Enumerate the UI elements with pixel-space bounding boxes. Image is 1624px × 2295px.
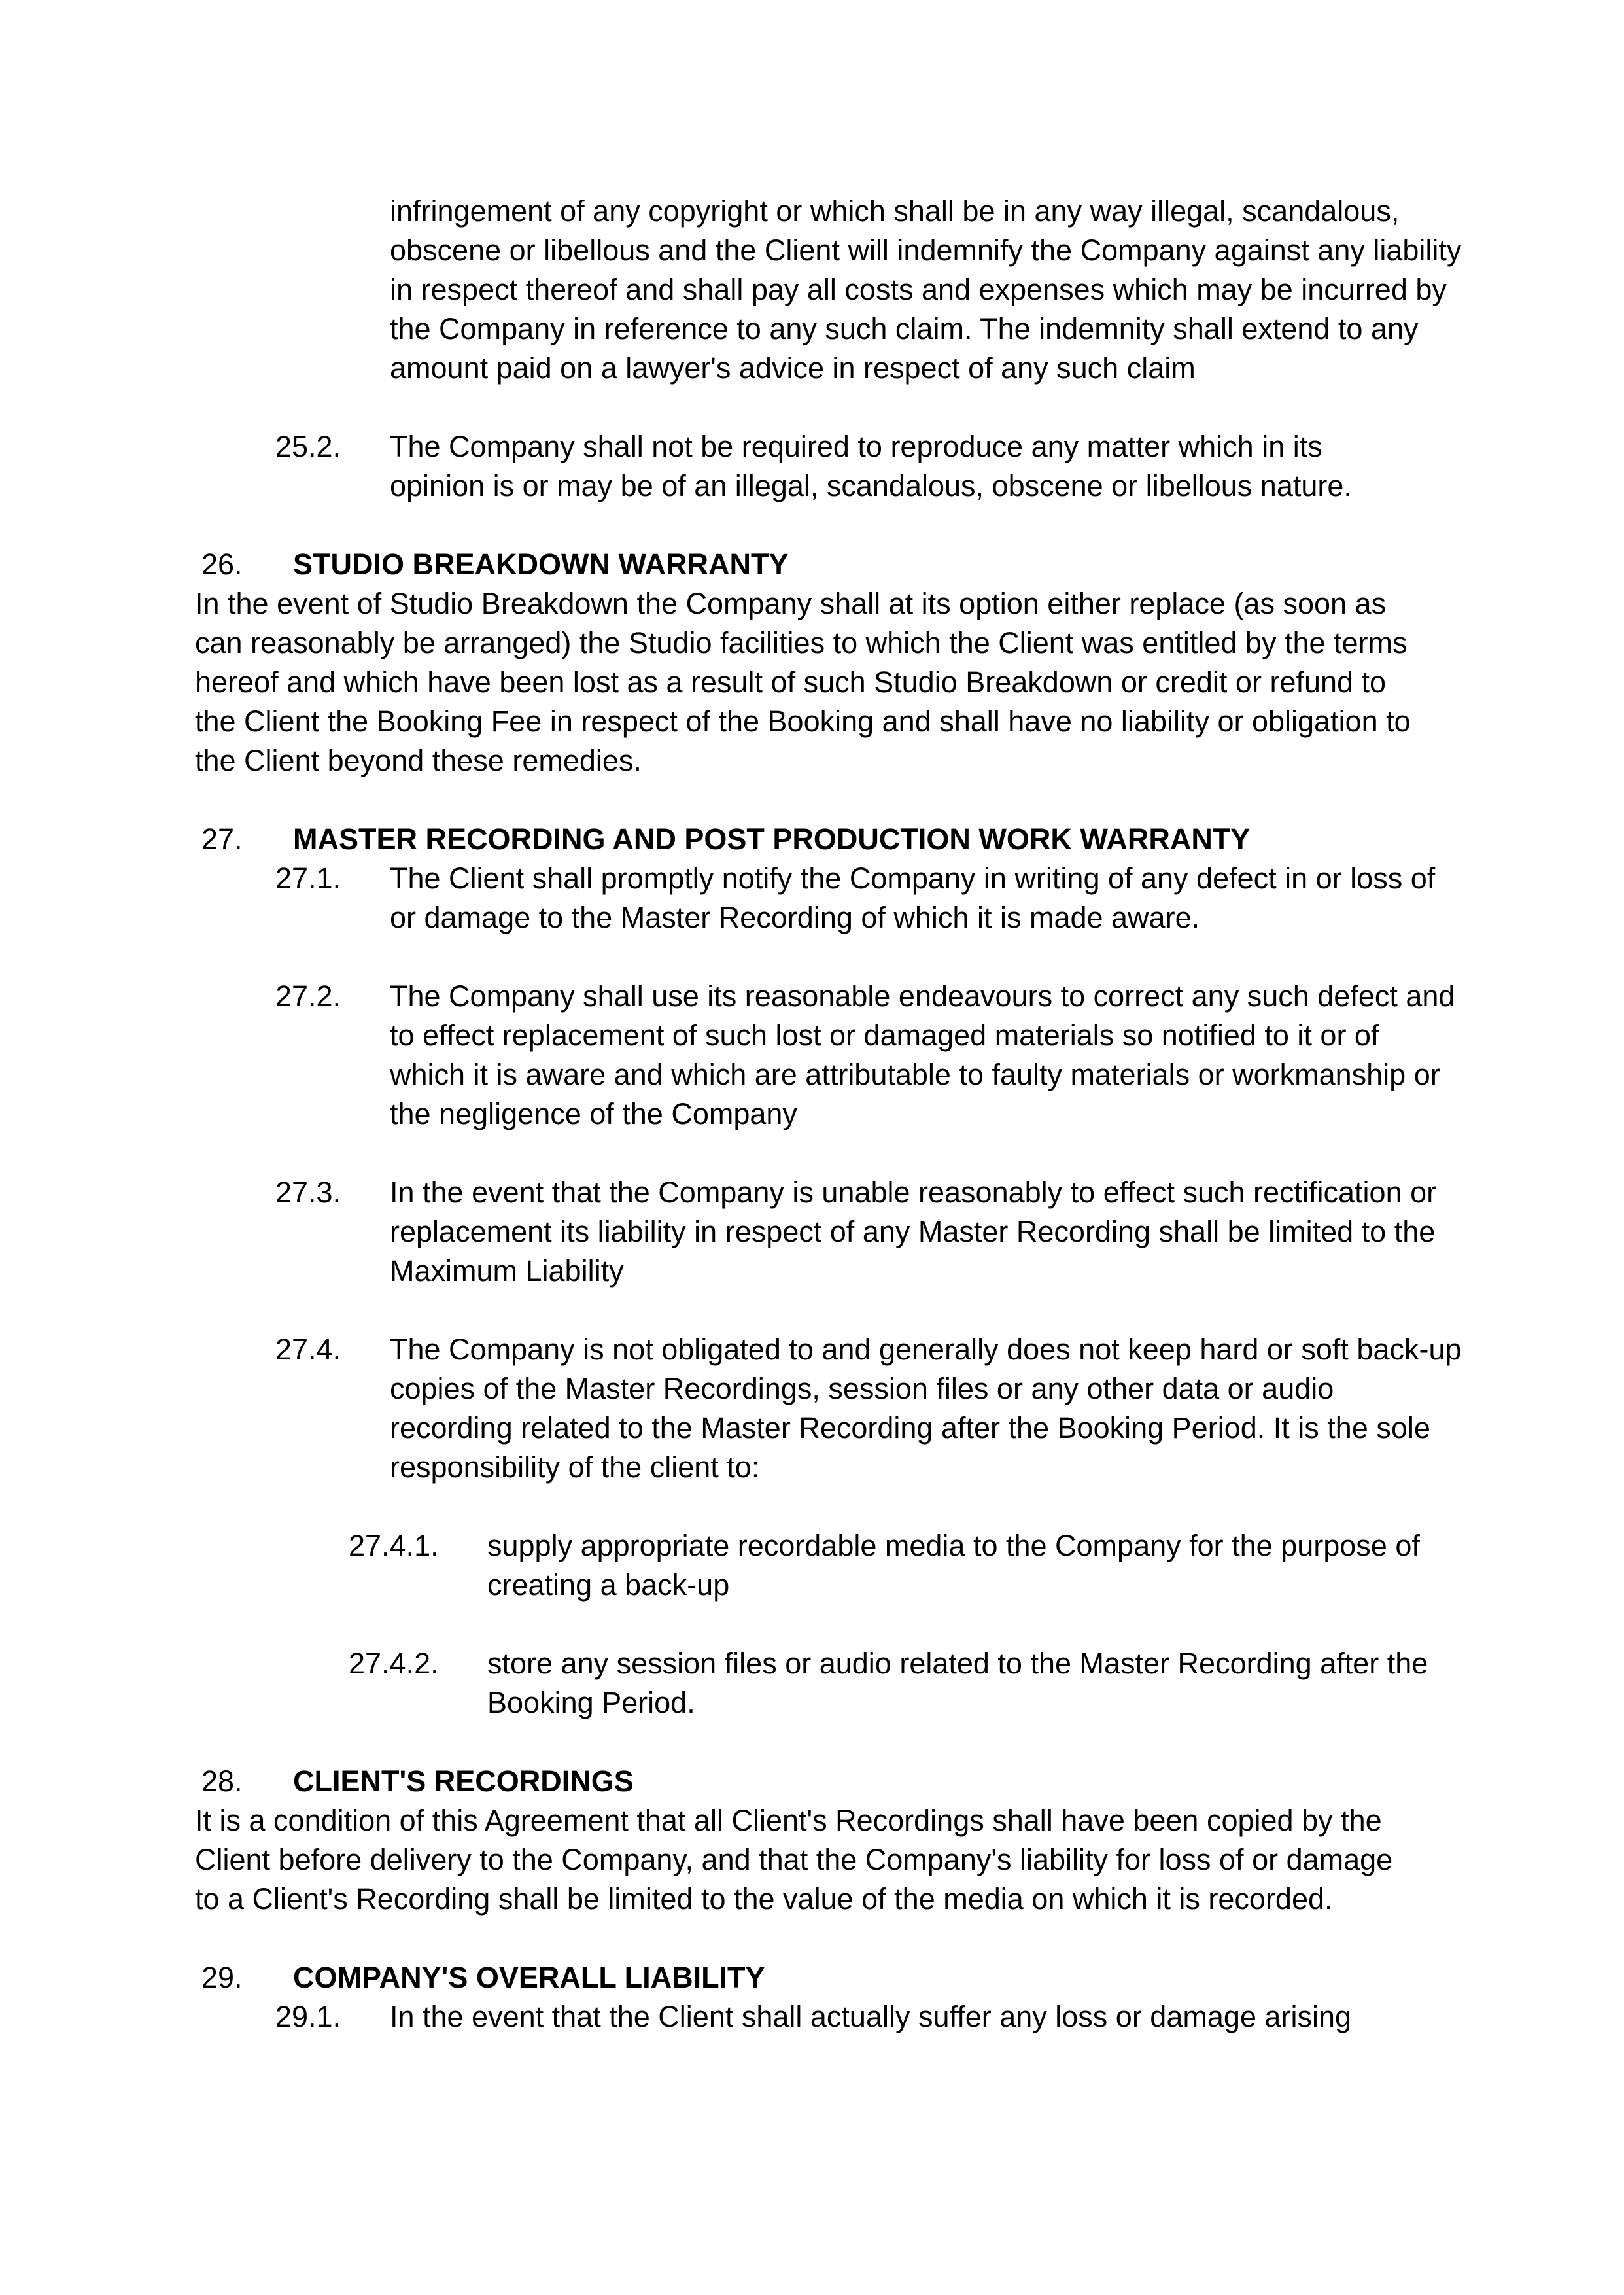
clause-27-1-text: The Client shall promptly notify the Company in writing of any defect in or loss of or damage to the Master Recording of which it is made aware. <box>390 862 1436 934</box>
clause-27-4-1-text: supply appropriate recordable media to the Company for the purpose of creating a back-up <box>487 1529 1420 1602</box>
section-29-heading: COMPANY'S OVERALL LIABILITY <box>293 1961 765 1994</box>
clause-27-4-number: 27.4. <box>275 1333 341 1366</box>
clause-27-3-text: In the event that the Company is unable reasonably to effect such rectification or replacement its liability in respect of any Master Recording shall be limited to the Maximum Liability <box>390 1176 1437 1288</box>
section-29-number: 29. <box>201 1961 243 1994</box>
clause-27-2-text: The Company shall use its reasonable endeavours to correct any such defect and to effect replacement of such lost or damaged materials so notified to it or of which it is aware and which are attributable to faulty materials or workmanship or the negligence of the Company <box>390 979 1455 1130</box>
section-27-number: 27. <box>201 822 243 856</box>
clause-25-2-number: 25.2. <box>275 430 341 463</box>
clause-27-4-text: The Company is not obligated to and generally does not keep hard or soft back-up copies of the Master Recordings, session files or any other data or audio recording related to the Master Recording after the Booking Period. It is the sole responsibility of the client to: <box>390 1333 1462 1484</box>
clause-27-3-number: 27.3. <box>275 1176 341 1209</box>
section-26-body: In the event of Studio Breakdown the Company shall at its option either replace (as soon as can reasonably be arranged) the Studio facilities to which the Client was entitled by the terms hereof and which have been lost as a result of such Studio Breakdown or credit or refund to the Client the Booking Fee in respect of the Booking and shall have no liability or obligation to the Client beyond these remedies. <box>195 587 1411 777</box>
clause-29-1-number: 29.1. <box>275 2000 341 2033</box>
clause-27-4-2-text: store any session files or audio related to the Master Recording after the Booking Period. <box>487 1647 1428 1719</box>
clause-27-4-1-number: 27.4.1. <box>349 1529 439 1562</box>
section-26-heading: STUDIO BREAKDOWN WARRANTY <box>293 548 789 581</box>
clause-29-1-text: In the event that the Client shall actually suffer any loss or damage arising <box>390 2000 1351 2033</box>
clause-27-4-2-number: 27.4.2. <box>349 1647 439 1680</box>
clause-25-1-continuation: infringement of any copyright or which shall be in any way illegal, scandalous, obscene or libellous and the Client will indemnify the Company against any liability in respect thereof and shall pay all costs and expenses which may be incurred by the Company in reference to any such claim. The indemnity shall extend to any amount paid on a lawyer's advice in respect of any such claim <box>390 194 1462 385</box>
section-28-heading: CLIENT'S RECORDINGS <box>293 1764 634 1798</box>
clause-25-2-text: The Company shall not be required to reproduce any matter which in its opinion is or may be of an illegal, scandalous, obscene or libellous nature. <box>390 430 1352 502</box>
section-28-number: 28. <box>201 1764 243 1798</box>
section-27-heading: MASTER RECORDING AND POST PRODUCTION WORK WARRANTY <box>293 822 1251 856</box>
clause-27-2-number: 27.2. <box>275 979 341 1013</box>
section-26-number: 26. <box>201 548 243 581</box>
section-28-body: It is a condition of this Agreement that all Client's Recordings shall have been copied by the Client before delivery to the Company, and that the Company's liability for loss of or damage to a Client's Recording shall be limited to the value of the media on which it is recorded. <box>195 1804 1393 1916</box>
clause-27-1-number: 27.1. <box>275 862 341 895</box>
